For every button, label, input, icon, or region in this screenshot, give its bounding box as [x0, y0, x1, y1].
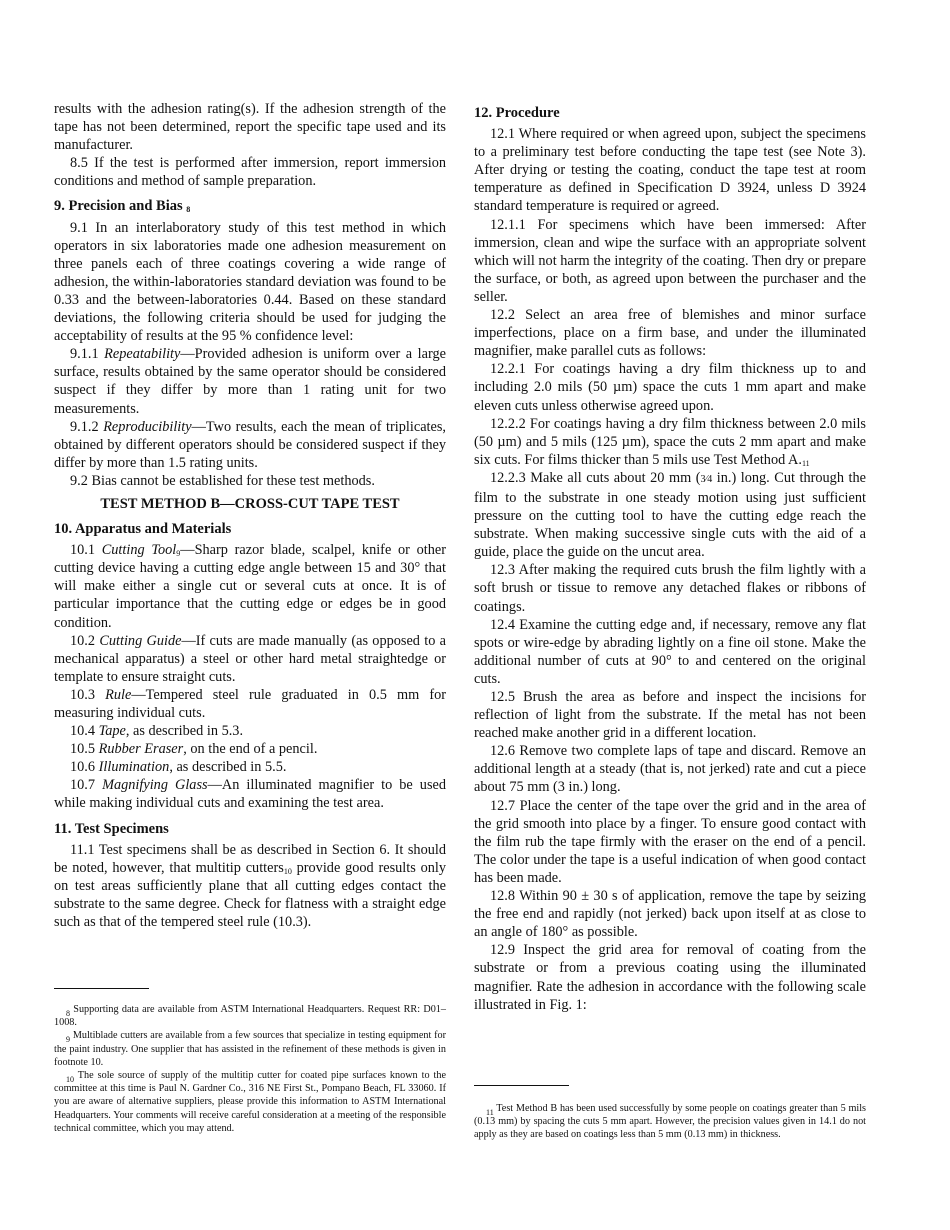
paragraph-text: —Sharp razor blade, scalpel, knife or other cutting device having a cutting edge angle between 15 and 30° that will make either a single cut or several cuts at once. It is of particular importance that the cutting edge or edges be in good condition.	[54, 542, 446, 631]
paragraph-10-2	[54, 632, 446, 686]
paragraph-12-6: 12.6 Remove two complete laps of tape and discard. Remove an additional length at a steady (that is, not jerked) rate and cut a piece about 75 mm (3 in.) long.	[474, 743, 866, 796]
paragraph-10-6	[54, 758, 446, 776]
paragraph-12-5: 12.5 Brush the area as before and inspect the incisions for reflection of light from the substrate. If the metal has not been reached make another grid in a different location.	[474, 689, 866, 742]
footnotes-left	[54, 1003, 446, 1135]
section-heading-9	[54, 197, 446, 215]
term-rubber-eraser: Rubber Eraser	[98, 741, 184, 758]
term-cutting-tool: Cutting Tool	[101, 542, 177, 559]
paragraph-12-3: 12.3 After making the required cuts brush the film lightly with a soft brush or tissue to remove any detached flakes or ribbons of coatings.	[474, 562, 866, 615]
footnote-ref-11: 11	[801, 458, 810, 468]
footnote-text: Multiblade cutters are available from a few sources that specialize in testing equipment for the paint industry. One supplier that has assisted in the refinement of these methods is given in footnote 10.	[54, 1030, 446, 1068]
footnote-ref-10: 10	[283, 866, 292, 876]
paragraph-text: 11.1 Test specimens shall be as described in Section 6. It should be noted, however, that multitip cutters	[54, 841, 446, 876]
paragraph-12-2-3	[474, 469, 866, 561]
paragraph-8-5: 8.5 If the test is performed after immersion, report immersion conditions and method of sample preparation.	[54, 155, 446, 190]
paragraph-text: in.) long. Cut through the film to the substrate in one steady motion using just sufficient pressure on the cutting tool to have the cutting edge reach the substrate. When making successive single cuts with the aid of a guide, place the guide on the uncut area.	[474, 469, 866, 561]
paragraph-text: —Two results, each the mean of triplicates, obtained by different operators should be considered suspect if they differ by more than 1.5 rating units.	[54, 418, 446, 471]
paragraph-10-1	[54, 541, 446, 631]
paragraph-number: 10.1	[70, 542, 96, 559]
paragraph-9-2: 9.2 Bias cannot be established for these test methods.	[70, 472, 375, 489]
section-heading-11: 11. Test Specimens	[54, 820, 169, 837]
paragraph-text: —Tempered steel rule graduated in 0.5 mm for measuring individual cuts.	[54, 686, 446, 721]
paragraph-12-7: 12.7 Place the center of the tape over the grid and in the area of the grid smooth into place by a finger. To ensure good contact with the film rub the tape firmly with the eraser on the end of a pencil. The color under the tape is a useful indication of when good contact has been made.	[474, 797, 866, 886]
paragraph-number: 10.5	[70, 741, 96, 758]
paragraph-10-7	[54, 776, 446, 812]
paragraph-number: 10.2	[70, 632, 96, 649]
footnote-text: The sole source of supply of the multitip cutter for coated pipe surfaces known to the committee at this time is Paul N. Gardner Co., 316 NE First St., Pompano Beach, FL 33060. If you are aware of alternative suppliers, please provide this information to ASTM International Headquarters. Your comments will receive careful consideration at a meeting of the responsible technical committee, which you may attend.	[54, 1070, 446, 1134]
footnote-8	[54, 1003, 446, 1029]
paragraph-number: 10.6	[70, 759, 96, 776]
footnote-ref-8: 8	[186, 205, 191, 215]
term-reproducibility: Reproducibility	[103, 418, 192, 435]
paragraph-number: 9.1.2	[70, 418, 99, 435]
paragraph-text: —If cuts are made manually (as opposed to a mechanical apparatus) a steel or other hard metal straightedge or template to ensure straight cuts.	[54, 632, 446, 685]
paragraph-12-9: 12.9 Inspect the grid area for removal of coating from the substrate or from a previous coating using the illuminated magnifier. Rate the adhesion in accordance with the following scale illustrated in Fig. 1:	[474, 942, 866, 1013]
paragraph-12-4: 12.4 Examine the cutting edge and, if necessary, remove any flat spots or wire-edge by abrading lightly on a fine oil stone. Make the additional number of cuts at 90° to and centered on the original cuts.	[474, 616, 866, 687]
paragraph-10-4	[54, 722, 446, 740]
paragraph-number: 10.7	[70, 777, 96, 794]
paragraph-number: 9.1.1	[70, 346, 99, 363]
footnote-number: 9	[66, 1035, 70, 1045]
footnote-number: 10	[66, 1075, 74, 1085]
paragraph-number: 10.4	[70, 723, 96, 740]
paragraph-text: 12.2.2 For coatings having a dry film thickness between 2.0 mils (50 µm) and 5 mils (125 µm), space the cuts 2 mm apart and make six cuts. For films thicker than 5 mils use Test Method A.	[474, 415, 866, 468]
paragraph-12-1-1: 12.1.1 For specimens which have been immersed: After immersion, clean and wipe the surface with an appropriate solvent which will not harm the integrity of the coating. Then dry or prepare the surface, or both, as agreed upon between the purchaser and the seller.	[474, 216, 866, 305]
section-heading-10: 10. Apparatus and Materials	[54, 521, 232, 538]
footnote-number: 8	[66, 1009, 70, 1018]
paragraph-10-3	[54, 686, 446, 722]
term-illumination: Illumination	[98, 759, 170, 776]
paragraph-text: 12.2.3 Make all cuts about 20 mm (	[490, 469, 701, 486]
paragraph-text: —An illuminated magnifier to be used while making individual cuts and examining the test area.	[54, 777, 446, 812]
paragraph-9-1: 9.1 In an interlaboratory study of this test method in which operators in six laboratories made one adhesion measurement on three panels each of three coatings covering a wide range of adhesion, the within-laboratories standard deviation was found to be 0.33 and the between-laboratories 0.44. Based on these standard deviations, the following criteria should be used for judging the acceptability of results at the 95 % confidence level:	[54, 219, 446, 345]
paragraph-text: , as described in 5.3.	[125, 723, 244, 740]
footnote-11	[474, 1102, 866, 1142]
paragraph-text: —Provided adhesion is uniform over a large surface, results obtained by the same operator should be considered suspect if they differ by more than 1 rating unit for two measurements.	[54, 346, 446, 417]
paragraph-12-2: 12.2 Select an area free of blemishes and minor surface imperfections, place on a firm base, and under the illuminated magnifier, make parallel cuts as follows:	[474, 307, 866, 360]
term-repeatability: Repeatability	[104, 346, 181, 363]
footnotes-right	[474, 1102, 866, 1142]
paragraph-12-2-2	[474, 415, 866, 469]
term-cutting-guide: Cutting Guide	[99, 632, 182, 649]
section-heading-12: 12. Procedure	[474, 105, 560, 121]
footnote-text: Test Method B has been used successfully by some people on coatings greater than 5 mils (0.13 mm) by spacing the cuts 5 mm apart. However, the precision values given in 14.1 do not apply as they are based on coatings less than 5 mm (0.13 mm) in thickness.	[474, 1103, 866, 1141]
footnote-10	[54, 1069, 446, 1135]
paragraph-text: provide good results only on test areas sufficiently plane that all cutting edges contact the substrate to the same degree. Check for flatness with a straight edge such as that of the tempered steel rule (10.3).	[54, 859, 446, 931]
term-magnifying-glass: Magnifying Glass	[102, 777, 208, 794]
left-column	[54, 100, 446, 931]
paragraph-9-1-2	[54, 418, 446, 472]
right-column	[474, 100, 866, 1014]
paragraph-text: , as described in 5.5.	[169, 759, 287, 776]
footnote-ref-9: 9	[176, 549, 181, 559]
paragraph-12-8: 12.8 Within 90 ± 30 s of application, remove the tape by seizing the free end and rapidly (not jerked) back upon itself at as close to an angle of 180° as possible.	[474, 888, 866, 941]
paragraph-8-4-continued: results with the adhesion rating(s). If the adhesion strength of the tape has not been determined, report the specific tape used and its manufacturer.	[54, 101, 446, 154]
method-b-heading: TEST METHOD B—CROSS-CUT TAPE TEST	[100, 495, 400, 512]
paragraph-12-2-1: 12.2.1 For coatings having a dry film thickness up to and including 2.0 mils (50 µm) space the cuts 1 mm apart and make eleven cuts unless otherwise agreed upon.	[474, 361, 866, 414]
paragraph-9-1-1	[54, 345, 446, 417]
fraction: 3⁄4	[700, 473, 713, 485]
paragraph-text: , on the end of a pencil.	[183, 741, 318, 758]
paragraph-number: 10.3	[70, 686, 96, 703]
footnote-text: Supporting data are available from ASTM International Headquarters. Request RR: D01–1008.	[54, 1004, 446, 1029]
footnote-number: 11	[486, 1108, 494, 1117]
term-tape: Tape	[98, 723, 126, 740]
footnote-divider-right	[474, 1085, 569, 1086]
footnote-divider-left	[54, 988, 149, 989]
paragraph-10-5	[54, 740, 446, 758]
paragraph-12-1: 12.1 Where required or when agreed upon, subject the specimens to a preliminary test before conducting the tape test (see Note 3). After drying or testing the coating, conduct the tape test at room temperature as defined in Specification D 3924, unless D 3924 standard temperature is required or agreed.	[474, 126, 866, 215]
section-heading-9-text: 9. Precision and Bias	[54, 198, 183, 215]
footnote-9	[54, 1029, 446, 1069]
paragraph-11-1	[54, 841, 446, 931]
term-rule: Rule	[105, 686, 132, 703]
